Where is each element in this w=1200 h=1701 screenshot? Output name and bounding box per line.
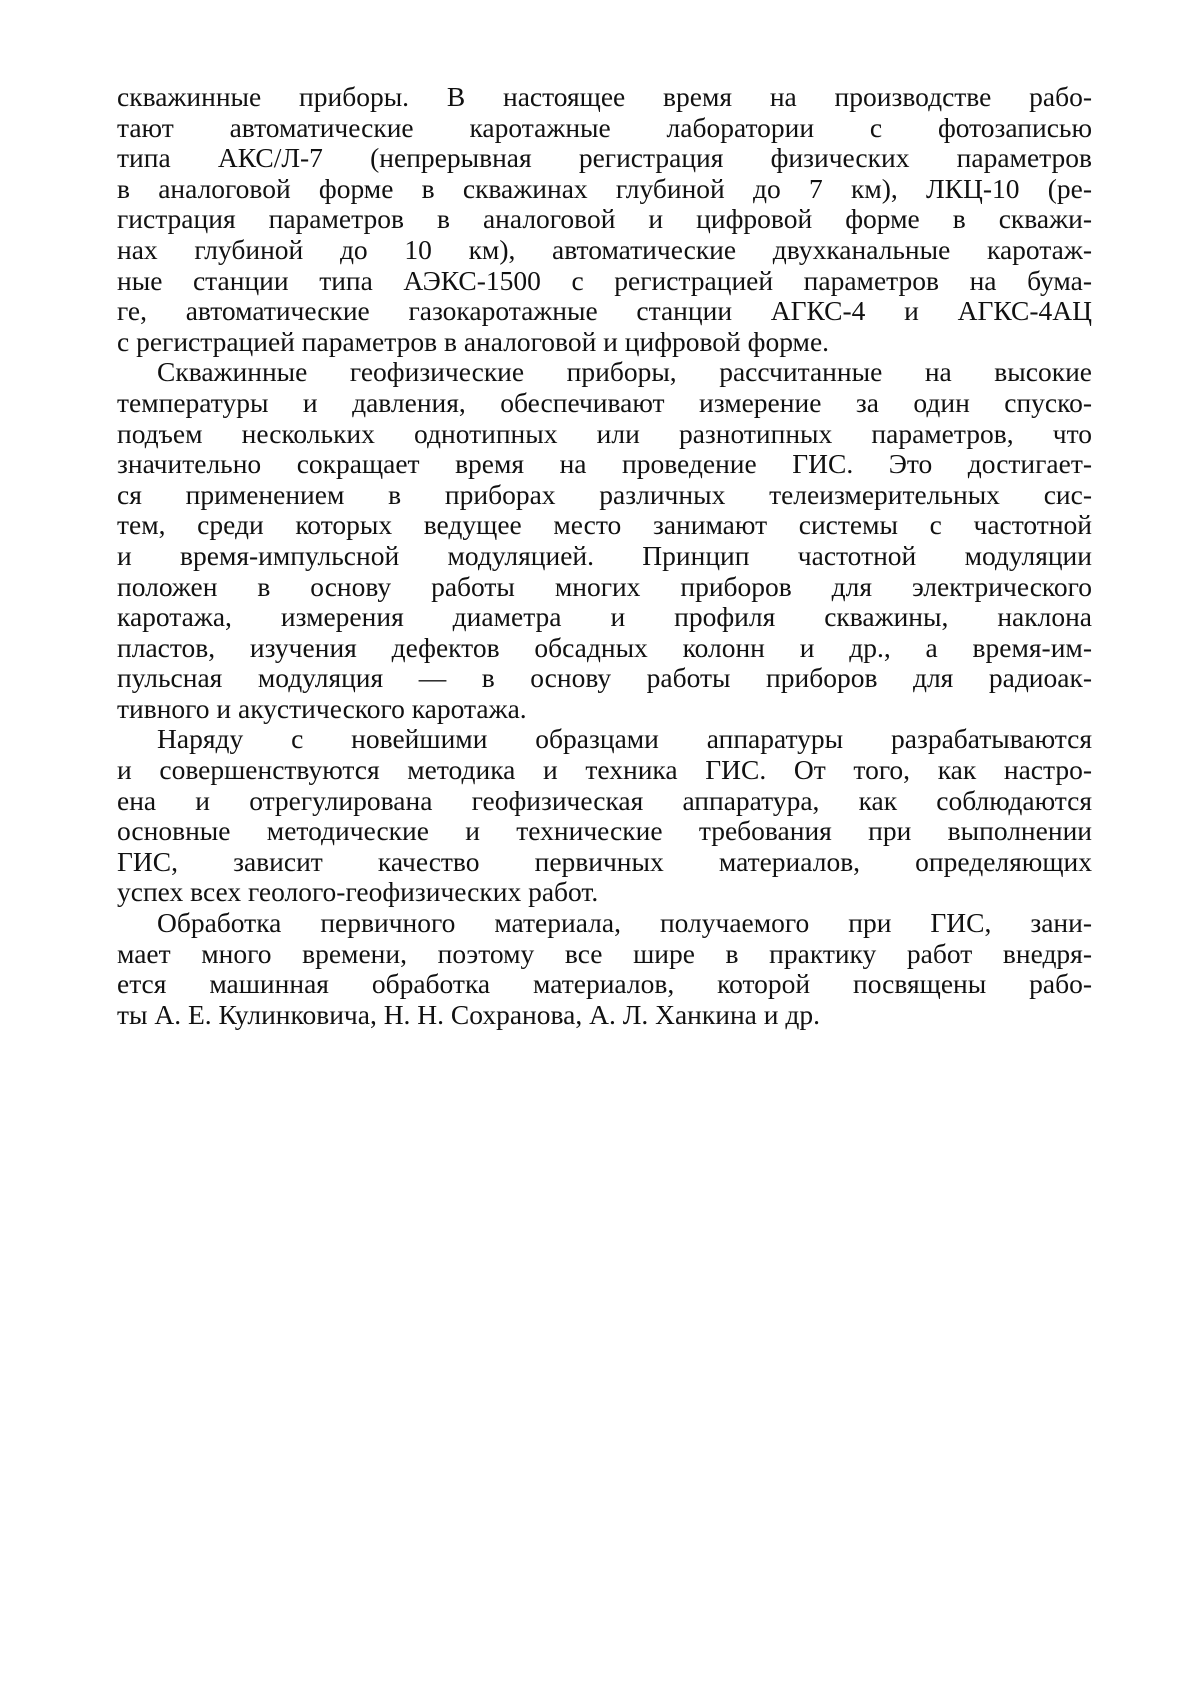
text-line: ется машинная обработка материалов, которой посвящены рабо- [117, 969, 1092, 1000]
text-line: с регистрацией параметров в аналоговой и цифровой форме. [117, 326, 830, 357]
text-line: скважинные приборы. В настоящее время на производстве рабо- [117, 82, 1092, 112]
text-line: пластов, изучения дефектов обсадных колонн и др., а время-им- [117, 632, 1092, 663]
text-line: тем, среди которых ведущее место занимают системы с частотной [117, 510, 1092, 541]
text-line: и совершенствуются методика и техника ГИС. От того, как настро- [117, 755, 1092, 786]
text-line: мает много времени, поэтому все шире в практику работ внедря- [117, 938, 1092, 969]
text-line: ге, автоматические газокаротажные станции АГКС-4 и АГКС-4АЦ [117, 296, 1092, 327]
text-line: в аналоговой форме в скважинах глубиной до 7 км), ЛКЦ-10 (ре- [117, 173, 1092, 204]
text-line: подъем нескольких однотипных или разнотипных параметров, что [117, 418, 1092, 449]
text-line: Наряду с новейшими образцами аппаратуры разрабатываются [157, 724, 1092, 755]
paragraph-3 [117, 724, 1092, 908]
text-line: пульсная модуляция — в основу работы приборов для радиоак- [117, 663, 1092, 694]
paragraph-2 [117, 357, 1092, 724]
text-line: гистрация параметров в аналоговой и цифровой форме в скважи- [117, 204, 1092, 235]
text-line: основные методические и технические требования при выполнении [117, 816, 1092, 847]
text-line: положен в основу работы многих приборов для электрического [117, 571, 1092, 602]
text-line: тают автоматические каротажные лаборатории с фотозаписью [117, 112, 1092, 143]
text-line: значительно сокращает время на проведение ГИС. Это достигает- [117, 449, 1092, 480]
text-line: нах глубиной до 10 км), автоматические двухканальные каротаж- [117, 234, 1092, 265]
text-line: успех всех геолого-геофизических работ. [117, 877, 599, 908]
text-line: температуры и давления, обеспечивают измерение за один спуско- [117, 387, 1092, 418]
text-line: ты А. Е. Кулинковича, Н. Н. Сохранова, А. Л. Ханкина и др. [117, 999, 820, 1030]
text-line: и время-импульсной модуляцией. Принцип частотной модуляции [117, 540, 1092, 571]
text-line: Обработка первичного материала, получаемого при ГИС, зани- [157, 908, 1092, 939]
text-line: каротажа, измерения диаметра и профиля скважины, наклона [117, 602, 1092, 633]
text-line: Скважинные геофизические приборы, рассчитанные на высокие [157, 357, 1092, 388]
text-line: типа АКС/Л-7 (непрерывная регистрация физических параметров [117, 143, 1092, 174]
page-text [117, 82, 1092, 1030]
text-line: тивного и акустического каротажа. [117, 693, 527, 724]
text-line: ена и отрегулирована геофизическая аппаратура, как соблюдаются [117, 785, 1092, 816]
paragraph-4 [117, 908, 1092, 1030]
paragraph-1 [117, 82, 1092, 357]
text-line: ся применением в приборах различных телеизмерительных сис- [117, 479, 1092, 510]
text-line: ные станции типа АЭКС-1500 с регистрацией параметров на бума- [117, 265, 1092, 296]
text-line: ГИС, зависит качество первичных материалов, определяющих [117, 846, 1092, 877]
